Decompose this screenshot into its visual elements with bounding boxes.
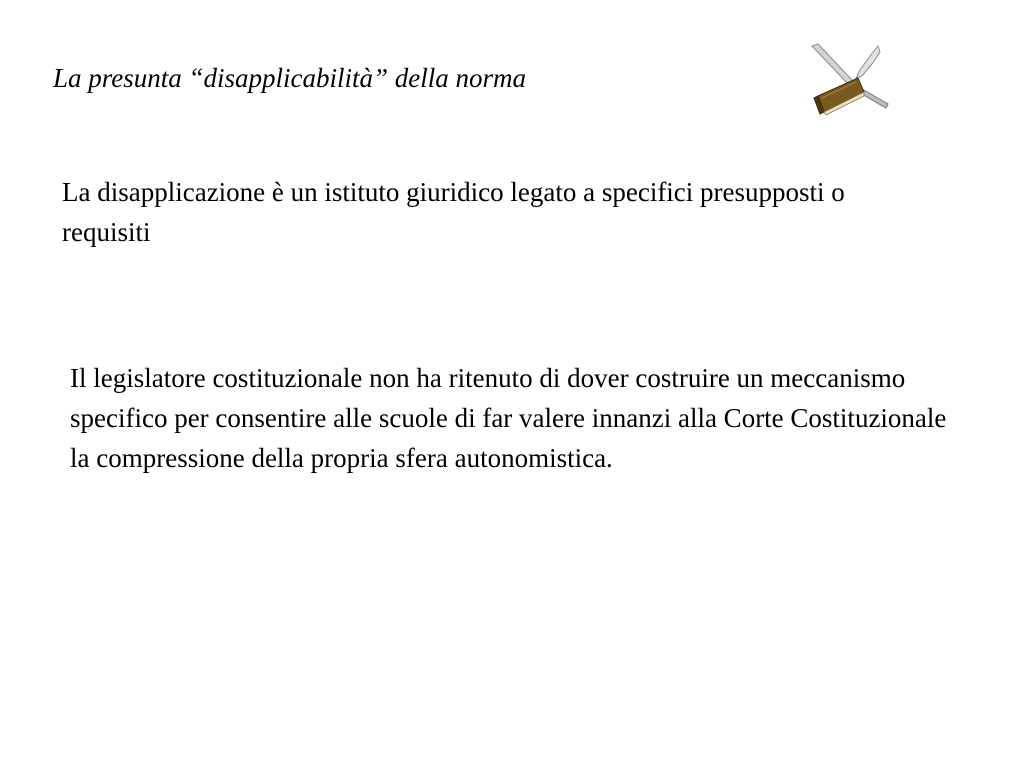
paragraph-disapplicazione: La disapplicazione è un istituto giuridico legato a specifici presupposti o requisiti (62, 177, 845, 247)
slide-title: La presunta “disapplicabilità” della norma (53, 63, 527, 93)
book-and-quill-icon (806, 40, 896, 116)
paragraph-legislatore: Il legislatore costituzionale non ha ritenuto di dover costruire un meccanismo specifico per consentire alle scuole di far valere innanzi alla Corte Costituzionale la compressione della propria sfera autonomistica. (70, 363, 947, 473)
